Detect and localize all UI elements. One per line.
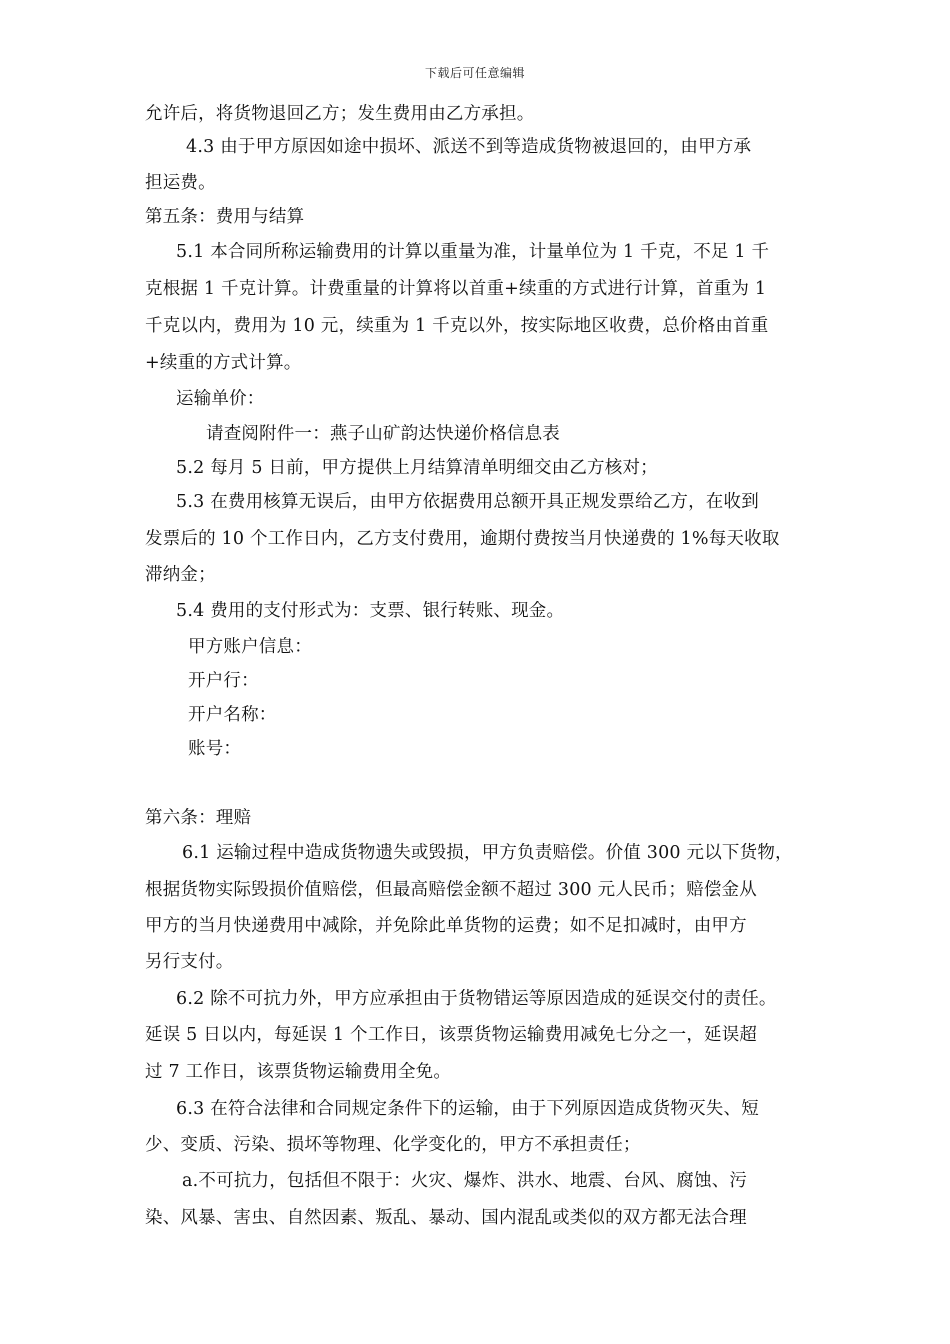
- account-number-label: 账号：: [188, 739, 242, 759]
- clause-5-4: 5.4 费用的支付形式为：支票、银行转账、现金。: [176, 601, 565, 621]
- text-line: 担运费。: [145, 173, 216, 193]
- account-info-label: 甲方账户信息：: [188, 637, 312, 657]
- article-5-heading: 第五条：费用与结算: [145, 207, 305, 227]
- account-name-label: 开户名称：: [188, 705, 277, 725]
- bank-label: 开户行：: [188, 671, 259, 691]
- clause-5-3: 5.3 在费用核算无误后，由甲方依据费用总额开具正规发票给乙方，在收到: [176, 492, 759, 512]
- attachment-reference: 请查阅附件一：燕子山矿韵达快递价格信息表: [206, 424, 560, 444]
- text-line: 克根据 1 千克计算。计费重量的计算将以首重+续重的方式进行计算，首重为 1: [145, 279, 767, 299]
- text-line: 少、变质、污染、损坏等物理、化学变化的，甲方不承担责任；: [145, 1135, 641, 1155]
- clause-6-1: 6.1 运输过程中造成货物遗失或毁损，甲方负责赔偿。价值 300 元以下货物，: [182, 843, 793, 863]
- clause-6-3: 6.3 在符合法律和合同规定条件下的运输，由于下列原因造成货物灭失、短: [176, 1099, 759, 1119]
- text-line: 染、风暴、害虫、自然因素、叛乱、暴动、国内混乱或类似的双方都无法合理: [145, 1208, 747, 1228]
- clause-6-2: 6.2 除不可抗力外，甲方应承担由于货物错运等原因造成的延误交付的责任。: [176, 989, 777, 1009]
- clause-4-3: 4.3 由于甲方原因如途中损坏、派送不到等造成货物被退回的，由甲方承: [186, 137, 752, 157]
- clause-5-1: 5.1 本合同所称运输费用的计算以重量为准，计量单位为 1 千克，不足 1 千: [176, 242, 770, 262]
- clause-6-3-a: a.不可抗力，包括但不限于：火灾、爆炸、洪水、地震、台风、腐蚀、污: [182, 1171, 748, 1191]
- article-6-heading: 第六条：理赔: [145, 808, 252, 828]
- text-line: +续重的方式计算。: [145, 353, 302, 373]
- text-line: 另行支付。: [145, 952, 234, 972]
- text-line: 发票后的 10 个工作日内，乙方支付费用，逾期付费按当月快递费的 1%每天收取: [145, 529, 780, 549]
- text-line: 根据货物实际毁损价值赔偿，但最高赔偿金额不超过 300 元人民币；赔偿金从: [145, 880, 757, 900]
- text-line: 允许后，将货物退回乙方；发生费用由乙方承担。: [145, 104, 535, 124]
- clause-5-2: 5.2 每月 5 日前，甲方提供上月结算清单明细交由乙方核对；: [176, 458, 658, 478]
- text-line: 甲方的当月快递费用中减除，并免除此单货物的运费；如不足扣减时，由甲方: [145, 916, 747, 936]
- text-line: 延误 5 日以内，每延误 1 个工作日，该票货物运输费用减免七分之一，延误超: [145, 1025, 758, 1045]
- page-header: 下载后可任意编辑: [424, 66, 525, 80]
- text-line: 千克以内，费用为 10 元，续重为 1 千克以外，按实际地区收费，总价格由首重: [145, 316, 769, 336]
- unit-price-label: 运输单价：: [176, 389, 265, 409]
- text-line: 滞纳金；: [145, 565, 216, 585]
- text-line: 过 7 工作日，该票货物运输费用全免。: [145, 1062, 452, 1082]
